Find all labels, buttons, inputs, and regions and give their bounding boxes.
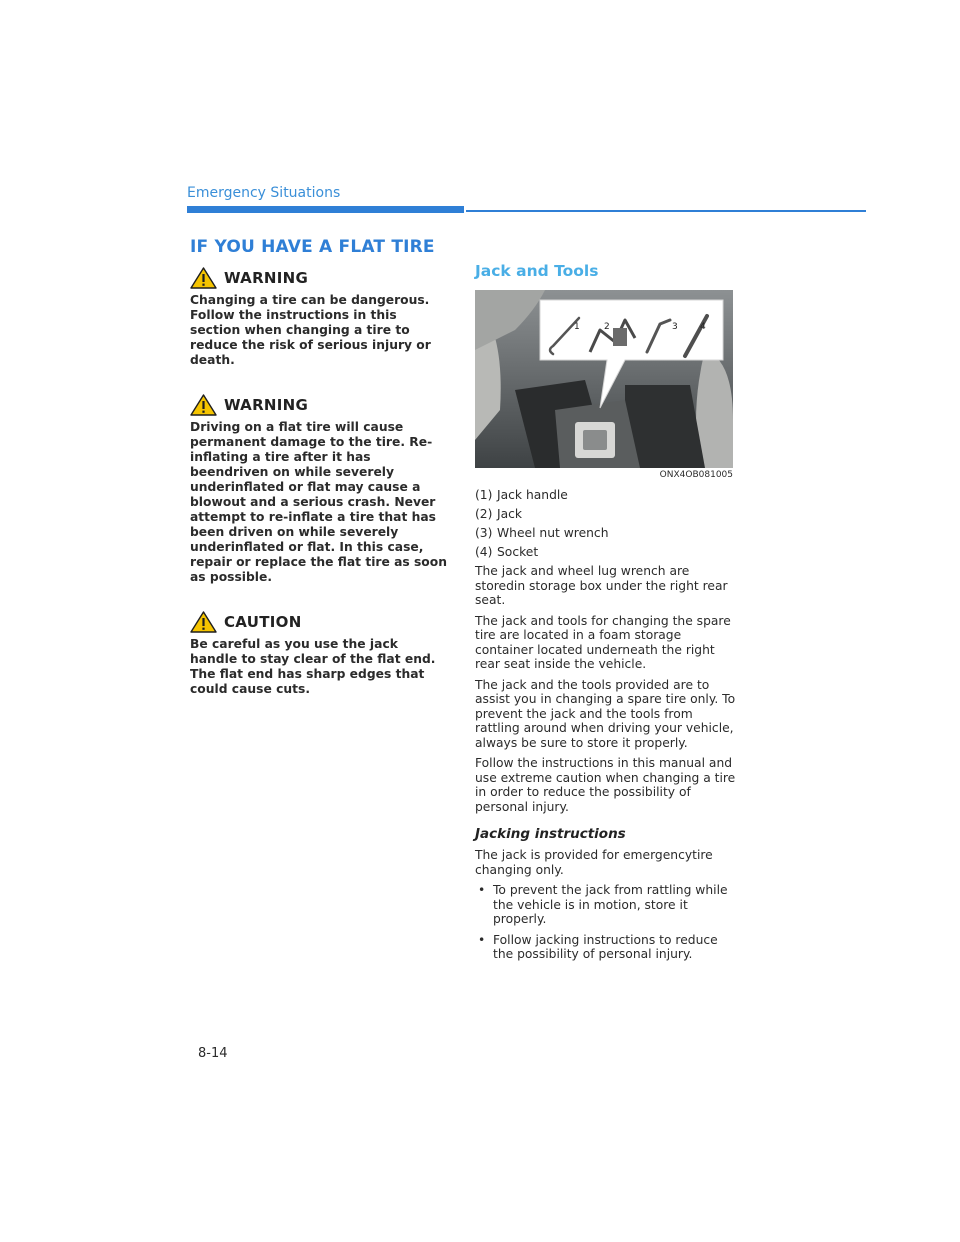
warning-label: WARNING (224, 269, 309, 287)
warning-text: Changing a tire can be dangerous. Follow the instructions in this section when changing a tire to reduce the risk of serious injury or death. (190, 293, 431, 367)
figure-code: ONX4OB081005 (659, 470, 733, 480)
warning-triangle-icon (190, 267, 217, 289)
paragraph: The jack is provided for emergencytire changing only. (475, 848, 713, 877)
photo-illustration (475, 290, 733, 468)
page-title: IF YOU HAVE A FLAT TIRE (190, 237, 435, 257)
paragraph: The jack and wheel lug wrench are storedin storage box under the right rear seat. (475, 564, 728, 607)
caution-box (190, 611, 448, 697)
jacking-bullets (475, 883, 737, 962)
warning-triangle-icon (190, 394, 217, 416)
jack-and-tools-title: Jack and Tools (475, 262, 599, 280)
header-bar-thick (187, 206, 464, 213)
left-column (190, 237, 448, 723)
bullet-icon: • (478, 932, 486, 947)
callout-number-1: 1 (574, 322, 580, 332)
paragraph: The jack and tools for changing the spare tire are located in a foam storage container located underneath the right rear seat inside the vehicle. (475, 613, 731, 671)
list-item: (3) Wheel nut wrench (475, 526, 609, 540)
page-number: 8-14 (198, 1046, 228, 1061)
right-column (475, 262, 737, 968)
header-bar-thin (466, 210, 866, 212)
caution-text: Be careful as you use the jack handle to stay clear of the flat end. The flat end has sharp edges that could cause cuts. (190, 637, 436, 696)
jack-tools-photo (475, 290, 733, 468)
warning-triangle-icon (190, 611, 217, 633)
list-item: (2) Jack (475, 507, 523, 521)
parts-list (475, 486, 737, 562)
list-item: • Follow jacking instructions to reduce the possibility of personal injury. (478, 932, 718, 961)
jacking-instructions-heading: Jacking instructions (475, 826, 626, 842)
warning-text: Driving on a flat tire will cause permanent damage to the tire. Re-inflating a tire after it has beendriven on while severely underinflated or flat may cause a blowout and a serious crash. Never attempt to re-inflate a tire that has been driven on while severely underinflated or flat. In this case, repair or replace the flat tire as soon as possible. (190, 420, 447, 584)
list-item: (1) Jack handle (475, 488, 568, 502)
paragraph: Follow the instructions in this manual and use extreme caution when changing a tire in order to reduce the possibility of personal injury. (475, 756, 736, 814)
section-label: Emergency Situations (187, 185, 341, 201)
callout-number-2: 2 (604, 322, 610, 332)
warning-box-1 (190, 267, 448, 368)
callout-number-4: 4 (700, 322, 706, 332)
list-item: • To prevent the jack from rattling while the vehicle is in motion, store it properly. (478, 883, 728, 926)
bullet-icon: • (478, 883, 486, 897)
callout-number-3: 3 (672, 322, 678, 332)
warning-box-2 (190, 394, 448, 585)
list-item: (4) Socket (475, 545, 539, 559)
warning-label: WARNING (224, 396, 309, 414)
caution-label: CAUTION (224, 613, 302, 631)
paragraph: The jack and the tools provided are to assist you in changing a spare tire only. To prevent the jack and the tools from rattling around when driving your vehicle, always be sure to store it properly. (475, 677, 736, 750)
